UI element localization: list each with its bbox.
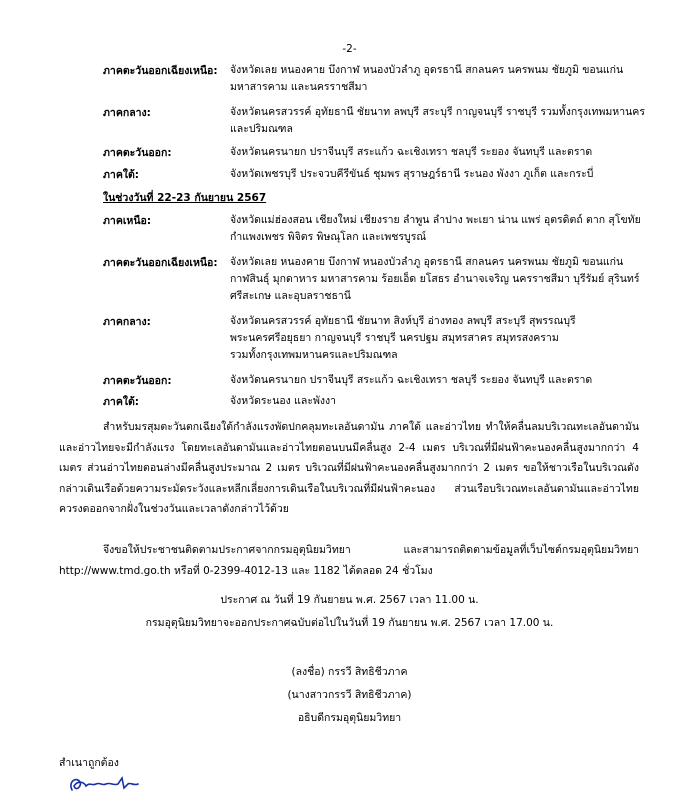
page-number: -2- xyxy=(342,43,357,55)
province-list: จังหวัดนครสวรรค์ อุทัยธานี ชัยนาท ลพบุรี สระบุรี กาญจนบุรี ราชบุรี รวมทั้งกรุงเทพมหานคร และปริมณฑล xyxy=(230,106,645,135)
region-label: ภาคใต้: xyxy=(103,169,139,181)
region-label: ภาคตะวันออก: xyxy=(103,147,172,159)
region-label: ภาคตะวันออกเฉียงเหนือ: xyxy=(103,65,218,77)
sea-warning-paragraph: สำหรับมรสุมตะวันตกเฉียงใต้กำลังแรงพัดปกคลุมทะเลอันดามัน ภาคใต้ และอ่าวไทย ทำให้คลื่นลมบริเวณทะเลอันดามันและอ่าวไทยจะมีกำลังแรง โดยทะเลอันดามันและอ่าวไทยตอนบนมีคลื่นสูง 2-4 เมตร บริเวณที่มีฝนฟ้าคะนองคลื่นสูงมากกว่า 4 เมตร ส่วนอ่าวไทยตอนล่างมีคลื่นสูงประมาณ 2 เมตร บริเวณที่มีฝนฟ้าคะนองคลื่นสูงมากกว่า 2 เมตร ขอให้ชาวเรือในบริเวณดังกล่าวเดินเรือด้วยความระมัดระวังและหลีกเลี่ยงการเดินเรือในบริเวณที่มีฝนฟ้าคะนอง ส่วนเรือบริเวณทะเลอันดามันและอ่าวไทยควรงดออกจากฝั่งในช่วงวันและเวลาดังกล่าวไว้ด้วย xyxy=(59,421,639,515)
province-list: จังหวัดนครนายก ปราจีนบุรี สระแก้ว ฉะเชิงเทรา ชลบุรี ระยอง จันทบุรี และตราด xyxy=(230,374,593,386)
next-announcement: กรมอุตุนิยมวิทยาจะออกประกาศฉบับต่อไปในวันที่ 19 กันยายน พ.ศ. 2567 เวลา 17.00 น. xyxy=(145,617,554,629)
province-list: จังหวัดนครนายก ปราจีนบุรี สระแก้ว ฉะเชิงเทรา ชลบุรี ระยอง จันทบุรี และตราด xyxy=(230,146,593,158)
region-label: ภาคกลาง: xyxy=(103,107,151,119)
province-list: จังหวัดระนอง และพังงา xyxy=(230,395,337,407)
region-label: ภาคใต้: xyxy=(103,396,139,408)
signatory-title: อธิบดีกรมอุตุนิยมวิทยา xyxy=(297,712,402,724)
region-label: ภาคตะวันออกเฉียงเหนือ: xyxy=(103,257,218,269)
period-heading: ในช่วงวันที่ 22-23 กันยายน 2567 xyxy=(103,192,267,204)
region-label: ภาคตะวันออก: xyxy=(103,375,172,387)
handwritten-signature xyxy=(66,772,146,794)
province-list: จังหวัดนครสวรรค์ อุทัยธานี ชัยนาท สิงห์บุรี อ่างทอง ลพบุรี สระบุรี สุพรรณบุรี พระนครศรีอยุธยา กาญจนบุรี ราชบุรี นครปฐม สมุทรสาคร สมุทรสงคราม รวมทั้งกรุงเทพมหานครและปริมณฑล xyxy=(230,315,576,361)
region-label: ภาคเหนือ: xyxy=(103,215,152,227)
certified-copy-label: สำเนาถูกต้อง xyxy=(59,757,119,769)
signatory-name: (นางสาวกรรวี สิทธิชีวภาค) xyxy=(287,689,412,701)
announcement-date: ประกาศ ณ วันที่ 19 กันยายน พ.ศ. 2567 เวลา 11.00 น. xyxy=(220,594,479,606)
province-list: จังหวัดเพชรบุรี ประจวบคีรีขันธ์ ชุมพร สุราษฎร์ธานี ระนอง พังงา ภูเก็ต และกระบี่ xyxy=(230,168,594,180)
signed-line: (ลงชื่อ) กรรวี สิทธิชีวภาค xyxy=(291,666,408,678)
region-label: ภาคกลาง: xyxy=(103,316,151,328)
province-list: จังหวัดแม่ฮ่องสอน เชียงใหม่ เชียงราย ลำพูน ลำปาง พะเยา น่าน แพร่ อุตรดิตถ์ ตาก สุโขทัย กำแพงเพชร พิจิตร พิษณุโลก และเพชรบูรณ์ xyxy=(230,214,641,243)
province-list: จังหวัดเลย หนองคาย บึงกาฬ หนองบัวลำภู อุดรธานี สกลนคร นครพนม ชัยภูมิ ขอนแก่น มหาสารคาม และนครราชสีมา xyxy=(230,64,624,93)
follow-info-paragraph: จึงขอให้ประชาชนติดตามประกาศจากกรมอุตุนิยมวิทยา และสามารถติดตามข้อมูลที่เว็บไซต์กรมอุตุนิยมวิทยา http://www.tmd.go.th หรือที่ 0-2399-4012-13 และ 1182 ได้ตลอด 24 ชั่วโมง xyxy=(59,544,639,577)
province-list: จังหวัดเลย หนองคาย บึงกาฬ หนองบัวลำภู อุดรธานี สกลนคร นครพนม ชัยภูมิ ขอนแก่น กาฬสินธุ์ มุกดาหาร มหาสารคาม ร้อยเอ็ด ยโสธร อำนาจเจริญ นครราชสีมา บุรีรัมย์ สุรินทร์ ศรีสะเกษ และอุบลราชธานี xyxy=(230,256,640,302)
